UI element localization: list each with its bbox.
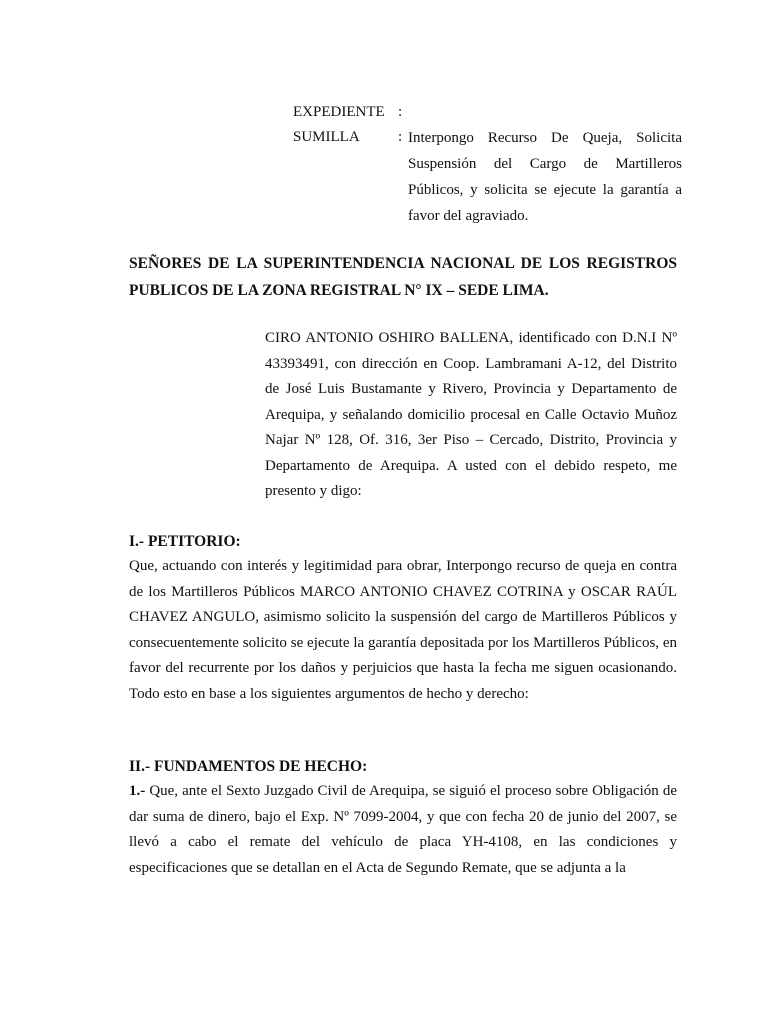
case-header [293,100,682,229]
expediente-label: EXPEDIENTE [293,104,385,120]
sumilla-row [293,125,682,229]
sumilla-label: SUMILLA [293,129,360,145]
addressee: SEÑORES DE LA SUPERINTENDENCIA NACIONAL DE LOS REGISTROS PUBLICOS DE LA ZONA REGISTRAL N° IX – SEDE LIMA. [129,255,677,299]
fundamentos-section [129,754,677,881]
sumilla-colon: : [398,129,403,145]
item-number: 1.- [129,783,146,799]
fundamentos-heading: II.- FUNDAMENTOS DE HECHO: [129,758,368,775]
fundamentos-item-1 [129,779,677,881]
expediente-value [408,100,682,125]
petitorio-text: Que, actuando con interés y legitimidad para obrar, Interpongo recurso de queja en contra de los Martilleros Públicos MARCO ANTONIO CHAVEZ COTRINA y OSCAR RAÚL CHAVEZ ANGULO, asimismo solicito la suspensión del cargo de Martilleros Públicos y consecuentemente solicito se ejecute la garantía depositada por los Martilleros Públicos, en favor del recurrente por los daños y perjuicios que hasta la fecha me siguen ocasionando. Todo esto en base a los siguientes argumentos de hecho y derecho: [129,558,677,702]
petitorio-section [129,529,677,707]
expediente-row [293,100,682,125]
sumilla-text: Interpongo Recurso De Queja, Solicita Suspensión del Cargo de Martilleros Públicos, y solicita se ejecute la garantía a favor del agraviado. [408,130,682,224]
intro-paragraph: CIRO ANTONIO OSHIRO BALLENA, identificado con D.N.I Nº 43393491, con dirección en Coop. Lambramani A-12, del Distrito de José Luis Bustamante y Rivero, Provincia y Departamento de Arequipa, y señalando domicilio procesal en Calle Octavio Muñoz Najar Nº 128, Of. 316, 3er Piso – Cercado, Distrito, Provincia y Departamento de Arequipa. A usted con el debido respeto, me presento y digo: [265,330,677,499]
expediente-colon: : [398,104,403,120]
item-text: Que, ante el Sexto Juzgado Civil de Arequipa, se siguió el proceso sobre Obligación de dar suma de dinero, bajo el Exp. Nº 7099-2004, y que con fecha 20 de junio del 2007, se llevó a cabo el remate del vehículo de placa YH-4108, en las condiciones y especificaciones que se detallan en el Acta de Segundo Remate, que se adjunta a la [129,783,677,876]
petitorio-heading: I.- PETITORIO: [129,533,241,550]
